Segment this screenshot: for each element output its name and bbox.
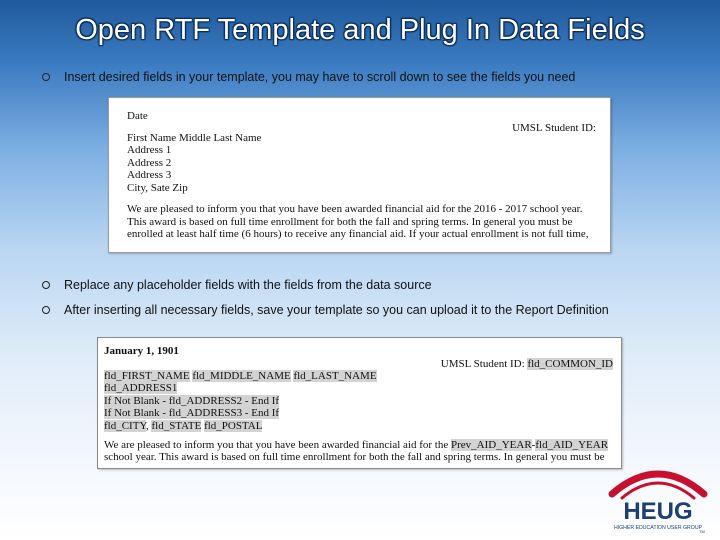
field-aid-year[interactable]: fld_AID_YEAR <box>535 438 609 451</box>
student-id-label: UMSL Student ID: <box>440 358 525 370</box>
field-city[interactable]: fld_CITY <box>104 419 146 432</box>
bullet-marker <box>42 281 50 289</box>
logo-text: HEUG <box>623 498 693 525</box>
template-date: Date <box>127 110 148 122</box>
heug-logo-graphic <box>606 460 710 534</box>
bullet-insert-fields <box>42 70 575 84</box>
field-address1[interactable]: fld_ADDRESS1 <box>104 382 178 395</box>
field-postal[interactable]: fld_POSTAL <box>204 419 263 432</box>
bullet-replace-placeholders <box>42 278 432 292</box>
rtf-template-placeholder-preview <box>108 97 611 253</box>
template-student-id-label: UMSL Student ID: <box>512 122 596 134</box>
field-middle-name[interactable]: fld_MIDDLE_NAME <box>192 369 291 382</box>
slide-title: Open RTF Template and Plug In Data Fields <box>75 14 645 46</box>
field-address3-conditional[interactable]: If Not Blank - fld_ADDRESS3 - End If <box>104 407 280 420</box>
field-address2-conditional[interactable]: If Not Blank - fld_ADDRESS2 - End If <box>104 394 280 407</box>
rtf-template-fields-preview <box>97 337 622 469</box>
template-fields-date: January 1, 1901 <box>104 345 179 357</box>
template-name: First Name Middle Last Name <box>127 131 262 144</box>
bullet-text: After inserting all necessary fields, save your template so you can upload it to the Report Definition <box>64 303 609 317</box>
template-address-3: Address 3 <box>127 169 172 181</box>
paragraph-start: We are pleased to inform you that you have been awarded financial aid for the <box>104 438 451 451</box>
bullet-save-template <box>42 303 609 317</box>
logo-subtitle: HIGHER EDUCATION USER GROUP <box>613 525 703 531</box>
bullet-text: Replace any placeholder fields with the fields from the data source <box>64 278 432 292</box>
template-fields-name-line <box>104 370 621 383</box>
template-address-1: Address 1 <box>127 144 172 156</box>
heug-logo <box>606 460 710 534</box>
field-state[interactable]: fld_STATE <box>151 419 202 432</box>
field-first-name[interactable]: fld_FIRST_NAME <box>104 369 190 382</box>
field-prev-aid-year[interactable]: Prev_AID_YEAR <box>451 438 532 451</box>
bullet-text: Insert desired fields in your template, you may have to scroll down to see the fields you need <box>64 70 576 84</box>
logo-inner-arch <box>622 483 694 498</box>
template-fields-student-id <box>441 358 613 371</box>
template-fields-city-line: fld_CITY, fld_STATE fld_POSTAL <box>104 419 263 432</box>
field-common-id[interactable]: fld_COMMON_ID <box>527 358 613 370</box>
paragraph-end: school year. This award is based on full time enrollment for both the fall and spring terms. In general you must be <box>104 451 605 464</box>
template-city-state-zip: City, Sate Zip <box>127 181 188 194</box>
template-fields-paragraph: We are pleased to inform you that you have been awarded financial aid for the Prev_AID_YEAR-fld_AID_YEAR school year. This award is based on full time enrollment for both the fall and spring terms. In general you must be <box>104 438 609 464</box>
bullet-marker <box>42 73 50 81</box>
template-paragraph: We are pleased to inform you that you have been awarded financial aid for the 2016 - 2017 school year. This award is based on full time enrollment for both the fall and spring terms. In general you must be enrolled at least half time (6 hours) to receive any financial aid. If your actual enrollment is not full time, <box>127 203 589 240</box>
logo-tm: TM <box>699 529 705 534</box>
field-last-name[interactable]: fld_LAST_NAME <box>293 369 377 382</box>
template-address-2: Address 2 <box>127 156 172 169</box>
bullet-marker <box>42 306 50 314</box>
